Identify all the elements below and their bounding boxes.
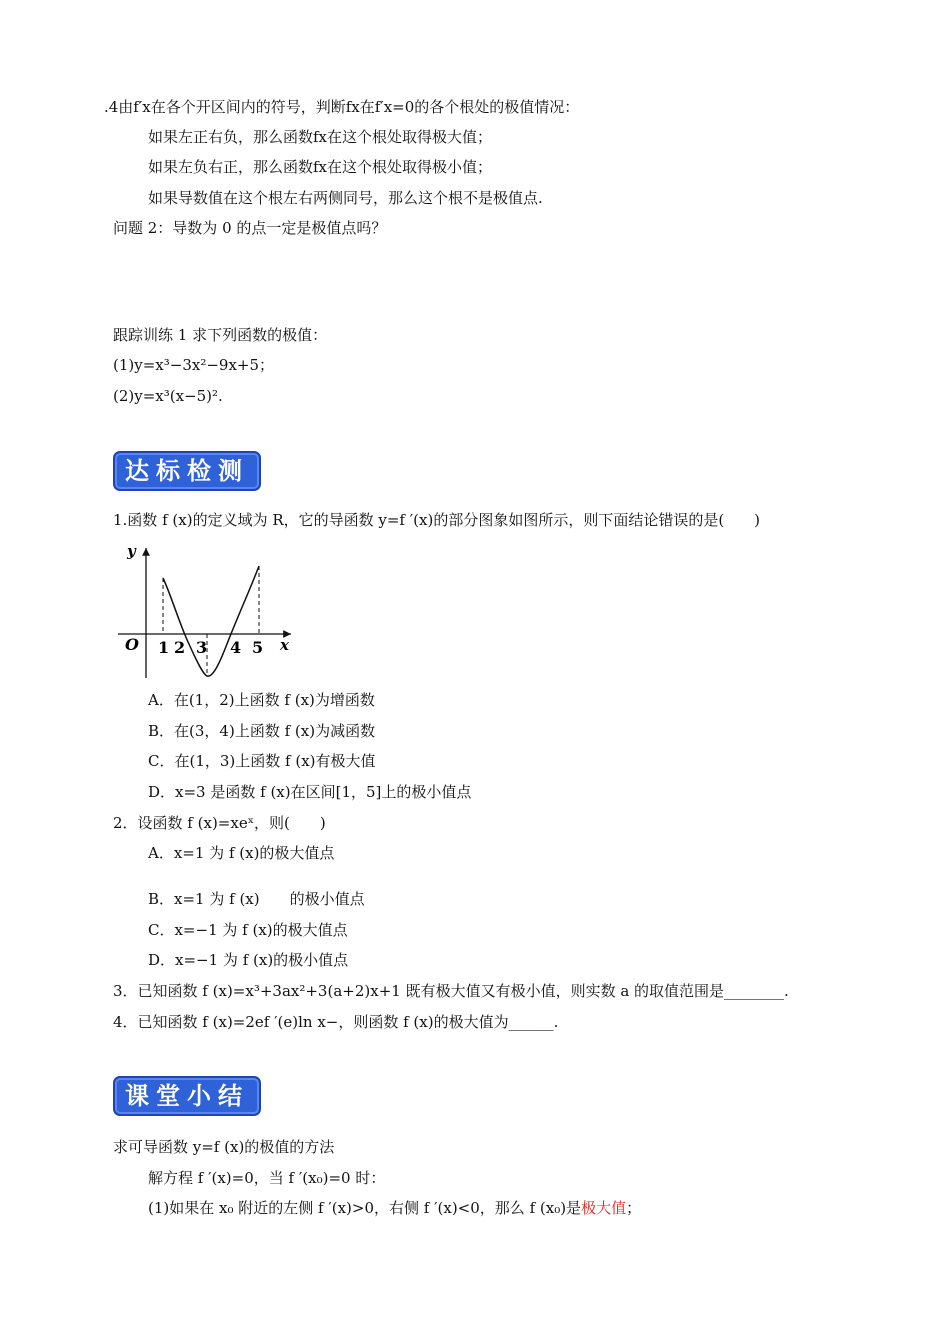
- step4-case-max: 如果左正右负，那么函数fx在这个根处取得极大值；: [148, 128, 493, 146]
- practice-title: 跟踪训练 1 求下列函数的极值：: [113, 326, 328, 344]
- question-2: 问题 2：导数为 0 的点一定是极值点吗？: [113, 219, 387, 237]
- summary-rule-1-text: (1)如果在 x₀ 附近的左侧 f ′(x)>0，右侧 f ′(x)<0，那么 f (x₀)是: [148, 1199, 582, 1217]
- q2-option-d: D．x=−1 为 f (x)的极小值点: [148, 951, 349, 969]
- q4-stem: 4．已知函数 f (x)=2ef ′(e)ln x−，则函数 f (x)的极大值为______.: [113, 1013, 559, 1031]
- q2-option-b: B．x=1 为 f (x) 的极小值点: [148, 890, 365, 908]
- q2-option-c: C．x=−1 为 f (x)的极大值点: [148, 921, 348, 939]
- summary-step: 解方程 f ′(x)=0，当 f ′(x₀)=0 时：: [148, 1169, 386, 1187]
- tick-label-5: 5: [252, 638, 264, 657]
- summary-title: 求可导函数 y=f (x)的极值的方法: [113, 1138, 335, 1156]
- q2-stem: 2．设函数 f (x)=xeˣ，则( ): [113, 814, 326, 832]
- section-banner-check: 达标检测: [113, 451, 261, 491]
- summary-rule-1: [148, 1198, 641, 1218]
- tick-label-3: 3: [196, 638, 208, 657]
- q1-option-b: B．在(3，4)上函数 f (x)为减函数: [148, 722, 376, 740]
- summary-rule-1-highlight: 极大值: [581, 1199, 627, 1217]
- q2-option-a: A．x=1 为 f (x)的极大值点: [148, 844, 335, 862]
- step4-case-none: 如果导数值在这个根左右两侧同号，那么这个根不是极值点.: [148, 189, 543, 207]
- q1-option-c: C．在(1，3)上函数 f (x)有极大值: [148, 752, 376, 770]
- q1-option-d: D．x=3 是函数 f (x)在区间[1，5]上的极小值点: [148, 783, 472, 801]
- practice-item-2: (2)y=x³(x−5)².: [113, 387, 223, 405]
- q1-stem: 1.函数 f (x)的定义域为 R，它的导函数 y=f ′(x)的部分图象如图所示，则下面结论错误的是( ): [113, 511, 761, 529]
- practice-item-1: (1)y=x³−3x²−9x+5；: [113, 356, 275, 374]
- origin-label: O: [125, 635, 139, 654]
- q1-option-a: A．在(1，2)上函数 f (x)为增函数: [148, 691, 375, 709]
- tick-label-2: 2: [174, 638, 186, 657]
- tick-label-4: 4: [230, 638, 242, 657]
- x-axis-label: x: [280, 636, 289, 654]
- tick-label-1: 1: [158, 638, 170, 657]
- derivative-graph: [113, 540, 298, 682]
- q3-stem: 3．已知函数 f (x)=x³+3ax²+3(a+2)x+1 既有极大值又有极小值，则实数 a 的取值范围是________.: [113, 982, 789, 1000]
- step4-intro: .4由f′x在各个开区间内的符号，判断fx在f′x=0的各个根处的极值情况：: [104, 98, 580, 116]
- summary-rule-1-end: ；: [626, 1199, 642, 1217]
- y-axis-label: y: [127, 542, 136, 560]
- section-banner-summary: 课堂小结: [113, 1076, 261, 1116]
- step4-case-min: 如果左负右正，那么函数fx在这个根处取得极小值；: [148, 158, 493, 176]
- derivative-curve: [163, 566, 259, 676]
